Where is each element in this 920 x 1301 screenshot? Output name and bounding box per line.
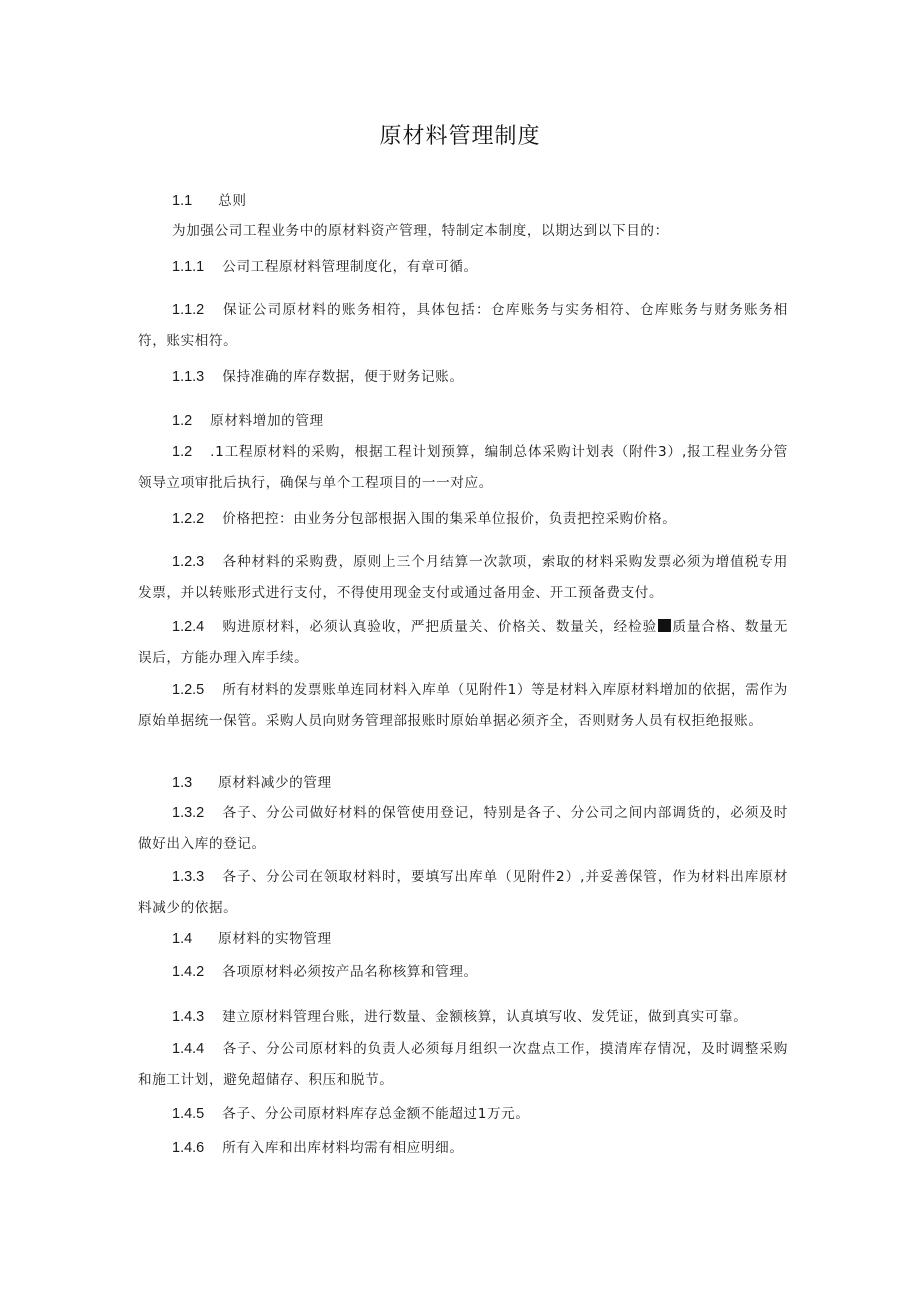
section-number: 1.4.4 bbox=[172, 1041, 205, 1057]
section-number: 1.1 bbox=[172, 193, 193, 209]
section-text: 公司工程原材料管理制度化，有章可循。 bbox=[222, 259, 478, 275]
section-text: 保证公司原材料的账务相符，具体包括：仓库账务与实务相符、仓库账务与财务账务相符，账实相符。 bbox=[138, 302, 788, 349]
section-number: 1.2 bbox=[172, 444, 193, 460]
clause-1-2-3 bbox=[138, 547, 788, 609]
section-text: 建立原材料管理台账，进行数量、金额核算，认真填写收、发凭证，做到真实可靠。 bbox=[222, 1009, 748, 1025]
section-number: 1.3 bbox=[172, 775, 193, 791]
section-text: 所有入库和出库材料均需有相应明细。 bbox=[222, 1140, 464, 1156]
section-number: 1.2.2 bbox=[172, 511, 205, 527]
section-number: 1.3.3 bbox=[172, 869, 205, 885]
section-number: 1.2 bbox=[172, 413, 193, 429]
section-text: 质量合格、数量无误后，方能办理入库手续。 bbox=[138, 619, 788, 666]
section-number: 1.2.5 bbox=[172, 682, 205, 698]
document-title: 原材料管理制度 bbox=[379, 124, 541, 149]
clause-1-2-1 bbox=[138, 437, 788, 499]
section-text: 各子、分公司原材料的负责人必须每月组织一次盘点工作，摸清库存情况，及时调整采购和施工计划，避免超储存、积压和脱节。 bbox=[138, 1041, 788, 1088]
section-number: 1.4.3 bbox=[172, 1009, 205, 1025]
section-text: 各项原材料必须按产品名称核算和管理。 bbox=[222, 964, 478, 980]
section-1-1-heading bbox=[138, 186, 788, 217]
clause-1-4-3 bbox=[138, 1002, 788, 1033]
clause-1-2-5 bbox=[138, 675, 788, 737]
clause-1-3-2 bbox=[138, 798, 788, 860]
section-1-4-heading bbox=[138, 924, 788, 955]
clause-1-1-1 bbox=[138, 252, 788, 283]
section-text: 原材料的实物管理 bbox=[218, 931, 332, 947]
clause-1-2-2 bbox=[138, 504, 788, 535]
section-text: 购进原材料，必须认真验收，严把质量关、价格关、数量关，经检验 bbox=[222, 619, 658, 635]
section-text: 价格把控：由业务分包部根据入围的集采单位报价，负责把控采购价格。 bbox=[222, 511, 677, 527]
section-text: 各子、分公司原材料库存总金额不能超过1万元。 bbox=[222, 1106, 530, 1122]
section-number: 1.2.4 bbox=[172, 619, 205, 635]
section-number: 1.1.1 bbox=[172, 259, 205, 275]
redaction-block bbox=[658, 619, 671, 632]
section-1-3-heading bbox=[138, 768, 788, 799]
clause-1-1-2 bbox=[138, 295, 788, 357]
section-text: 各子、分公司做好材料的保管使用登记，特别是各子、分公司之间内部调货的，必须及时做好出入库的登记。 bbox=[138, 805, 788, 852]
section-text: 原材料减少的管理 bbox=[218, 775, 332, 791]
section-text: 为加强公司工程业务中的原材料资产管理，特制定本制度，以期达到以下目的： bbox=[172, 223, 669, 239]
section-text: 所有材料的发票账单连同材料入库单（见附件1）等是材料入库原材料增加的依据，需作为原始单据统一保管。采购人员向财务管理部报账时原始单据必须齐全，否则财务人员有权拒绝报账。 bbox=[138, 682, 788, 729]
section-text: 总则 bbox=[218, 193, 247, 209]
clause-1-3-3 bbox=[138, 862, 788, 924]
section-number: 1.4.6 bbox=[172, 1140, 205, 1156]
section-text: 各子、分公司在领取材料时，要填写出库单（见附件2）,并妥善保管，作为材料出库原材料减少的依据。 bbox=[138, 869, 788, 916]
section-1-2-heading bbox=[138, 406, 788, 437]
intro-paragraph bbox=[138, 216, 788, 247]
section-number: 1.4 bbox=[172, 931, 193, 947]
section-text: 原材料增加的管理 bbox=[210, 413, 324, 429]
section-number: 1.1.3 bbox=[172, 369, 205, 385]
clause-1-1-3 bbox=[138, 362, 788, 393]
section-number: 1.1.2 bbox=[172, 302, 205, 318]
section-text: .1工程原材料的采购，根据工程计划预算，编制总体采购计划表（附件3）,报工程业务分管领导立项审批后执行，确保与单个工程项目的一一对应。 bbox=[138, 444, 788, 491]
section-number: 1.2.3 bbox=[172, 554, 205, 570]
clause-1-4-4 bbox=[138, 1034, 788, 1096]
section-number: 1.4.2 bbox=[172, 964, 205, 980]
clause-1-4-6 bbox=[138, 1133, 788, 1164]
clause-1-4-2 bbox=[138, 957, 788, 988]
section-text: 各种材料的采购费，原则上三个月结算一次款项，索取的材料采购发票必须为增值税专用发票，并以转账形式进行支付，不得使用现金支付或通过备用金、开工预备费支付。 bbox=[138, 554, 788, 601]
section-number: 1.3.2 bbox=[172, 805, 205, 821]
clause-1-2-4 bbox=[138, 612, 788, 674]
section-number: 1.4.5 bbox=[172, 1106, 205, 1122]
section-text: 保持准确的库存数据，便于财务记账。 bbox=[222, 369, 464, 385]
clause-1-4-5 bbox=[138, 1099, 788, 1130]
